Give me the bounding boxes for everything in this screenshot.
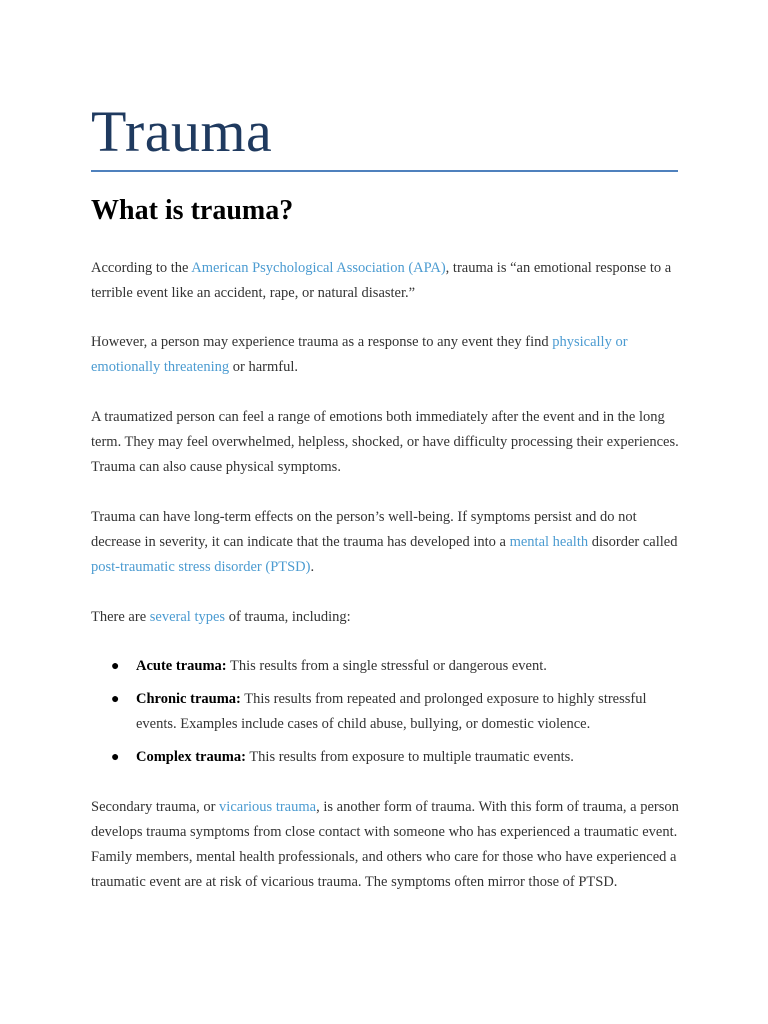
ptsd-link[interactable]: post-traumatic stress disorder (PTSD) bbox=[91, 559, 311, 575]
paragraph-text: , trauma is “an emotional response to a terrible event like an accident, rape, or natural disaster.” bbox=[91, 260, 672, 301]
list-item-chronic-trauma bbox=[91, 687, 679, 737]
bullet-term: Complex trauma: bbox=[136, 749, 246, 765]
paragraph-threatening-events bbox=[91, 330, 679, 380]
paragraph-text: or harmful. bbox=[229, 359, 298, 375]
paragraph-text: According to the bbox=[91, 260, 192, 276]
paragraph-apa-definition bbox=[91, 256, 679, 306]
trauma-types-list bbox=[91, 654, 679, 778]
section-heading: What is trauma? bbox=[91, 195, 294, 226]
vicarious-trauma-link[interactable]: vicarious trauma bbox=[219, 799, 317, 815]
list-item-complex-trauma bbox=[91, 745, 679, 770]
several-types-link[interactable]: several types bbox=[149, 609, 226, 625]
physically-emotionally-threatening-link[interactable]: physically or emotionally threatening bbox=[91, 334, 628, 375]
document-title: Trauma bbox=[91, 99, 273, 164]
apa-link[interactable]: American Psychological Association (APA) bbox=[191, 260, 446, 276]
title-underline-divider bbox=[91, 170, 678, 172]
bullet-text: This results from a single stressful or dangerous event. bbox=[226, 658, 547, 674]
paragraph-text: However, a person may experience trauma as a response to any event they find bbox=[91, 334, 553, 350]
paragraph-text: disorder called bbox=[588, 534, 678, 550]
paragraph-text: Secondary trauma, or bbox=[91, 799, 220, 815]
paragraph-emotions: A traumatized person can feel a range of emotions both immediately after the event and in the long term. They may feel overwhelmed, helpless, shocked, or have difficulty processing their experiences. Trauma can also cause physical symptoms. bbox=[91, 409, 679, 475]
list-item-acute-trauma bbox=[91, 654, 679, 679]
paragraph-text: , is another form of trauma. With this form of trauma, a person develops trauma symptoms from close contact with someone who has experienced a traumatic event. Family members, mental health professionals, and others who care for those who have experienced a traumatic event are at risk of vicarious trauma. The symptoms often mirror those of PTSD. bbox=[91, 799, 679, 890]
paragraph-text: Trauma can have long-term effects on the person’s well-being. If symptoms persist and do not decrease in severity, it can indicate that the trauma has developed into a bbox=[91, 509, 637, 550]
bullet-text: This results from exposure to multiple traumatic events. bbox=[245, 749, 574, 765]
paragraph-text: of trauma, including: bbox=[225, 609, 351, 625]
paragraph-types-intro bbox=[91, 605, 679, 630]
bullet-dot-icon: ● bbox=[111, 659, 120, 674]
bullet-term: Acute trauma: bbox=[136, 658, 227, 674]
paragraph-secondary-trauma bbox=[91, 795, 679, 895]
bullet-dot-icon: ● bbox=[111, 750, 120, 765]
mental-health-link[interactable]: mental health bbox=[509, 534, 589, 550]
bullet-term: Chronic trauma: bbox=[136, 691, 241, 707]
paragraph-text: . bbox=[310, 559, 315, 575]
bullet-dot-icon: ● bbox=[111, 692, 120, 707]
bullet-text: This results from repeated and prolonged exposure to highly stressful events. Examples include cases of child abuse, bullying, or domestic violence. bbox=[136, 691, 647, 732]
paragraph-text: There are bbox=[91, 609, 150, 625]
paragraph-long-term-effects bbox=[91, 505, 679, 580]
